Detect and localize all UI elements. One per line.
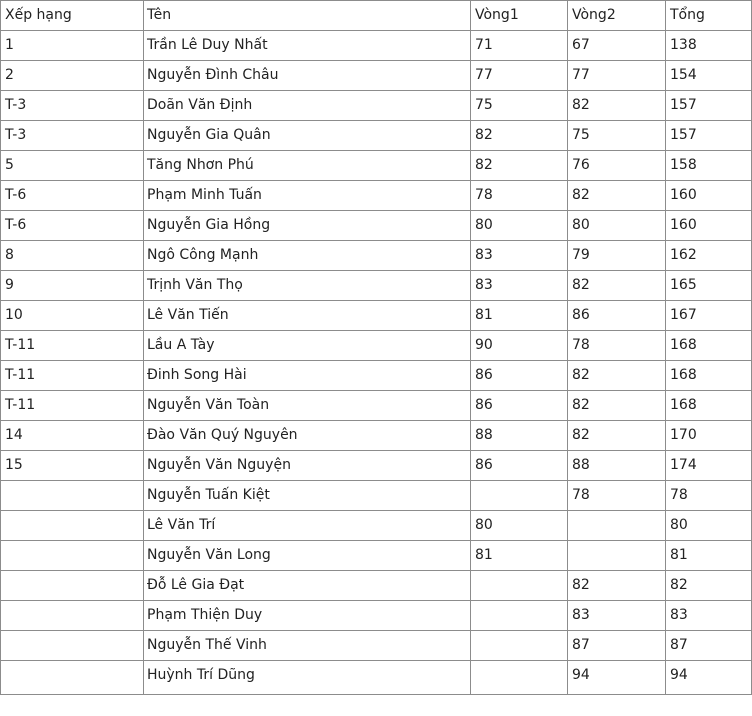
cell-name: Nguyễn Đình Châu xyxy=(144,61,471,91)
cell-name: Nguyễn Tuấn Kiệt xyxy=(144,481,471,511)
cell-total: 158 xyxy=(666,151,752,181)
cell-total: 157 xyxy=(666,91,752,121)
cell-name: Đinh Song Hài xyxy=(144,361,471,391)
cell-round2: 80 xyxy=(568,211,666,241)
cell-total: 174 xyxy=(666,451,752,481)
cell-total: 167 xyxy=(666,301,752,331)
cell-round1 xyxy=(471,601,568,631)
table-body xyxy=(1,31,752,695)
header-total: Tổng xyxy=(666,1,752,31)
cell-name: Huỳnh Trí Dũng xyxy=(144,661,471,695)
cell-round2: 82 xyxy=(568,91,666,121)
cell-rank: 15 xyxy=(1,451,144,481)
cell-rank: T-6 xyxy=(1,181,144,211)
table-row xyxy=(1,661,752,695)
cell-round2: 78 xyxy=(568,481,666,511)
cell-total: 80 xyxy=(666,511,752,541)
table-row xyxy=(1,631,752,661)
cell-round1: 86 xyxy=(471,391,568,421)
cell-round2: 82 xyxy=(568,361,666,391)
cell-name: Nguyễn Văn Toàn xyxy=(144,391,471,421)
cell-name: Nguyễn Thế Vinh xyxy=(144,631,471,661)
cell-round1 xyxy=(471,481,568,511)
cell-round1 xyxy=(471,661,568,695)
cell-round1: 81 xyxy=(471,541,568,571)
cell-round1: 71 xyxy=(471,31,568,61)
cell-total: 160 xyxy=(666,181,752,211)
cell-round2: 77 xyxy=(568,61,666,91)
table-row xyxy=(1,31,752,61)
cell-total: 160 xyxy=(666,211,752,241)
cell-round2: 78 xyxy=(568,331,666,361)
table-row xyxy=(1,331,752,361)
cell-round1: 80 xyxy=(471,211,568,241)
cell-name: Nguyễn Gia Quân xyxy=(144,121,471,151)
table-row xyxy=(1,151,752,181)
cell-rank: 8 xyxy=(1,241,144,271)
cell-total: 168 xyxy=(666,331,752,361)
table-row xyxy=(1,271,752,301)
cell-rank xyxy=(1,481,144,511)
cell-rank: 14 xyxy=(1,421,144,451)
header-round1: Vòng1 xyxy=(471,1,568,31)
cell-rank xyxy=(1,511,144,541)
cell-round1: 83 xyxy=(471,241,568,271)
cell-total: 87 xyxy=(666,631,752,661)
cell-round2: 67 xyxy=(568,31,666,61)
cell-rank: 2 xyxy=(1,61,144,91)
cell-round1: 83 xyxy=(471,271,568,301)
cell-round2: 82 xyxy=(568,391,666,421)
cell-rank: 1 xyxy=(1,31,144,61)
cell-name: Trần Lê Duy Nhất xyxy=(144,31,471,61)
cell-round1: 86 xyxy=(471,361,568,391)
cell-name: Ngô Công Mạnh xyxy=(144,241,471,271)
header-round2: Vòng2 xyxy=(568,1,666,31)
cell-round1: 77 xyxy=(471,61,568,91)
cell-round1: 78 xyxy=(471,181,568,211)
cell-round1: 88 xyxy=(471,421,568,451)
cell-name: Đào Văn Quý Nguyên xyxy=(144,421,471,451)
cell-round2: 82 xyxy=(568,421,666,451)
table-row xyxy=(1,241,752,271)
cell-round2: 75 xyxy=(568,121,666,151)
cell-total: 78 xyxy=(666,481,752,511)
table-row xyxy=(1,61,752,91)
cell-round1: 80 xyxy=(471,511,568,541)
cell-round1: 82 xyxy=(471,121,568,151)
table-row xyxy=(1,571,752,601)
cell-total: 168 xyxy=(666,391,752,421)
cell-round2: 76 xyxy=(568,151,666,181)
cell-total: 138 xyxy=(666,31,752,61)
table-row xyxy=(1,121,752,151)
table-row xyxy=(1,511,752,541)
cell-total: 82 xyxy=(666,571,752,601)
cell-round2 xyxy=(568,511,666,541)
cell-rank xyxy=(1,601,144,631)
cell-round1 xyxy=(471,631,568,661)
cell-round2: 87 xyxy=(568,631,666,661)
cell-rank: 10 xyxy=(1,301,144,331)
cell-name: Nguyễn Gia Hồng xyxy=(144,211,471,241)
cell-round2 xyxy=(568,541,666,571)
cell-name: Lê Văn Trí xyxy=(144,511,471,541)
table-row xyxy=(1,211,752,241)
cell-rank xyxy=(1,571,144,601)
cell-name: Đỗ Lê Gia Đạt xyxy=(144,571,471,601)
cell-round1: 75 xyxy=(471,91,568,121)
table-row xyxy=(1,91,752,121)
cell-rank xyxy=(1,631,144,661)
table-row xyxy=(1,541,752,571)
cell-rank xyxy=(1,661,144,695)
cell-total: 157 xyxy=(666,121,752,151)
cell-total: 165 xyxy=(666,271,752,301)
cell-round1: 86 xyxy=(471,451,568,481)
cell-round2: 86 xyxy=(568,301,666,331)
cell-rank: T-3 xyxy=(1,121,144,151)
cell-total: 154 xyxy=(666,61,752,91)
cell-name: Nguyễn Văn Nguyện xyxy=(144,451,471,481)
cell-total: 81 xyxy=(666,541,752,571)
cell-round1: 90 xyxy=(471,331,568,361)
cell-rank: T-6 xyxy=(1,211,144,241)
cell-round1 xyxy=(471,571,568,601)
header-rank: Xếp hạng xyxy=(1,1,144,31)
cell-rank: T-11 xyxy=(1,331,144,361)
cell-round2: 82 xyxy=(568,181,666,211)
cell-name: Tăng Nhơn Phú xyxy=(144,151,471,181)
cell-round1: 82 xyxy=(471,151,568,181)
cell-total: 168 xyxy=(666,361,752,391)
table-row xyxy=(1,421,752,451)
cell-name: Lầu A Tày xyxy=(144,331,471,361)
table-row xyxy=(1,481,752,511)
cell-rank: T-11 xyxy=(1,361,144,391)
cell-round2: 83 xyxy=(568,601,666,631)
cell-rank: T-3 xyxy=(1,91,144,121)
cell-name: Trịnh Văn Thọ xyxy=(144,271,471,301)
cell-total: 162 xyxy=(666,241,752,271)
cell-total: 83 xyxy=(666,601,752,631)
cell-total: 94 xyxy=(666,661,752,695)
cell-round2: 82 xyxy=(568,571,666,601)
cell-rank: 5 xyxy=(1,151,144,181)
cell-round2: 88 xyxy=(568,451,666,481)
cell-name: Doãn Văn Định xyxy=(144,91,471,121)
cell-round2: 82 xyxy=(568,271,666,301)
table-row xyxy=(1,451,752,481)
table-header-row xyxy=(1,1,752,31)
cell-name: Phạm Thiện Duy xyxy=(144,601,471,631)
cell-rank: 9 xyxy=(1,271,144,301)
table-row xyxy=(1,301,752,331)
table-row xyxy=(1,181,752,211)
table-row xyxy=(1,391,752,421)
cell-name: Nguyễn Văn Long xyxy=(144,541,471,571)
cell-name: Lê Văn Tiến xyxy=(144,301,471,331)
table-row xyxy=(1,601,752,631)
cell-round1: 81 xyxy=(471,301,568,331)
cell-rank xyxy=(1,541,144,571)
cell-round2: 79 xyxy=(568,241,666,271)
table-row xyxy=(1,361,752,391)
cell-name: Phạm Minh Tuấn xyxy=(144,181,471,211)
cell-rank: T-11 xyxy=(1,391,144,421)
cell-round2: 94 xyxy=(568,661,666,695)
header-name: Tên xyxy=(144,1,471,31)
cell-total: 170 xyxy=(666,421,752,451)
